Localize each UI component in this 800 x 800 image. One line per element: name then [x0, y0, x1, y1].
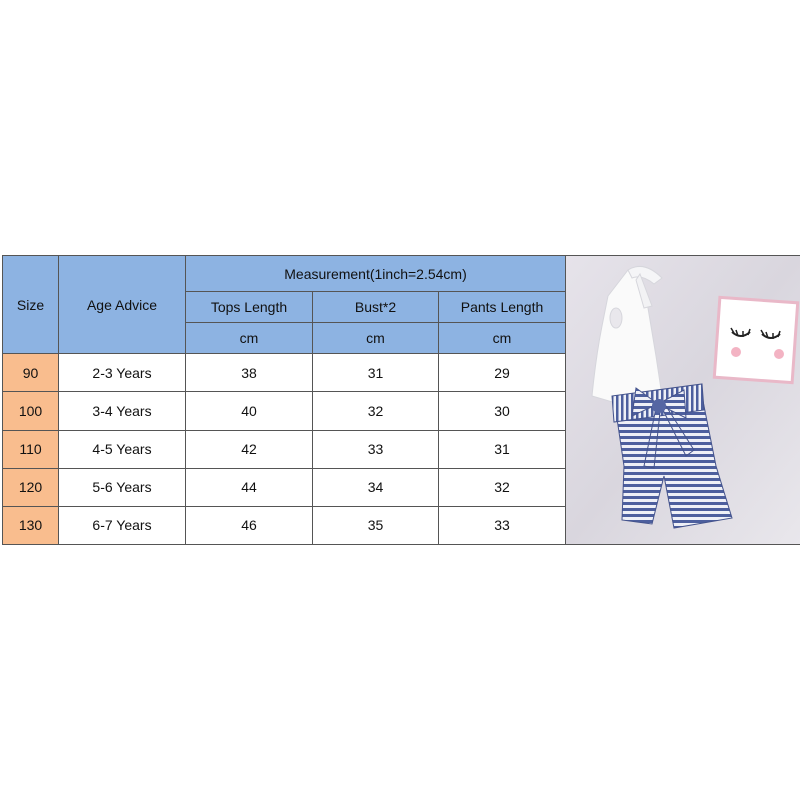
pants-length-cell: 30: [439, 392, 566, 430]
size-header: Size: [3, 256, 59, 354]
size-cell: 110: [3, 430, 59, 468]
tops-length-cell: 46: [186, 506, 313, 544]
tops-length-cell: 40: [186, 392, 313, 430]
tops-length-cell: 44: [186, 468, 313, 506]
pants-length-cell: 29: [439, 354, 566, 392]
measurement-header: Measurement(1inch=2.54cm): [186, 256, 566, 292]
product-outfit-photo: [566, 255, 800, 545]
age-cell: 4-5 Years: [59, 430, 186, 468]
size-chart-table: [2, 255, 566, 545]
unit-label-bust: cm: [313, 323, 439, 354]
outfit-illustration-icon: [566, 256, 800, 544]
pants-length-cell: 31: [439, 430, 566, 468]
age-cell: 3-4 Years: [59, 392, 186, 430]
unit-label-pants: cm: [439, 323, 566, 354]
column-header-bust: Bust*2: [313, 292, 439, 323]
unit-label-tops: cm: [186, 323, 313, 354]
table-row: [3, 468, 566, 506]
size-cell: 120: [3, 468, 59, 506]
bust-cell: 32: [313, 392, 439, 430]
age-cell: 6-7 Years: [59, 506, 186, 544]
pants-length-cell: 33: [439, 506, 566, 544]
size-cell: 130: [3, 506, 59, 544]
age-cell: 5-6 Years: [59, 468, 186, 506]
age-advice-header: Age Advice: [59, 256, 186, 354]
bust-cell: 33: [313, 430, 439, 468]
pants-length-cell: 32: [439, 468, 566, 506]
size-cell: 90: [3, 354, 59, 392]
bust-cell: 31: [313, 354, 439, 392]
size-cell: 100: [3, 392, 59, 430]
tops-length-cell: 42: [186, 430, 313, 468]
age-cell: 2-3 Years: [59, 354, 186, 392]
table-row: [3, 506, 566, 544]
bust-cell: 35: [313, 506, 439, 544]
bust-cell: 34: [313, 468, 439, 506]
column-header-pants-length: Pants Length: [439, 292, 566, 323]
table-row: [3, 392, 566, 430]
column-header-tops-length: Tops Length: [186, 292, 313, 323]
table-row: [3, 354, 566, 392]
tops-length-cell: 38: [186, 354, 313, 392]
table-row: [3, 430, 566, 468]
